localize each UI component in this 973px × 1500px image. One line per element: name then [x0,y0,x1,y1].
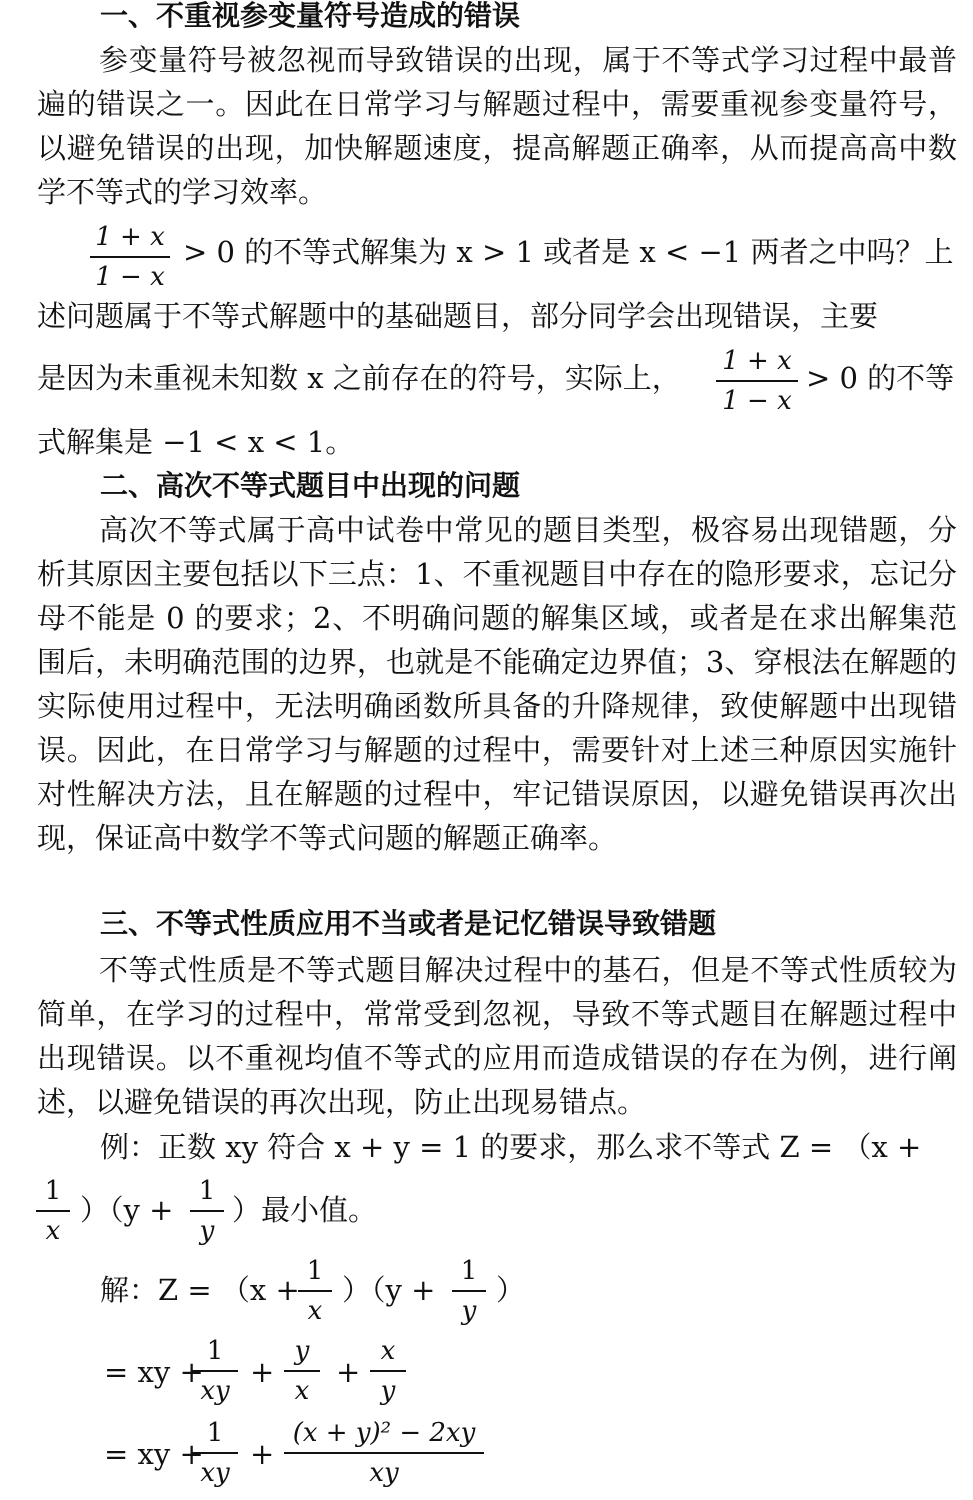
text-line: ） [496,1273,526,1307]
text-line: 述问题属于不等式解题中的基础题目，部分同学会出现错误，主要 [37,299,879,333]
plus-sign: + [250,1355,275,1389]
text-line: > 0 的不等 [806,361,955,395]
example-line: 例：正数 xy 符合 x + y = 1 的要求，那么求不等式 Z = （x + [100,1130,922,1164]
fraction-numerator: 1 + x [95,222,165,252]
text-line: 式解集是 −1 < x < 1。 [37,425,355,459]
fraction-1-over-y: 1 y [452,1258,486,1324]
plus-sign: + [336,1355,361,1389]
text-line: ）（y + [80,1193,174,1227]
fraction-1-over-x: 1 x [36,1178,70,1244]
fraction-1-over-x: 1 x [298,1258,332,1324]
fraction-x-over-y: x y [370,1338,406,1404]
text-line: ）（y + [342,1273,436,1307]
paragraph-2: 高次不等式属于高中试卷中常见的题目类型，极容易出现错题，分析其原因主要包括以下三点：1、不重视题目中存在的隐形要求，忘记分母不能是 0 的要求；2、不明确问题的解集区域，或者是在求出解集范围后，未明确范围的边界，也就是不能确定边界值；3、穿根法在解题的实际使用过程中，无法明确函数所具备的升降规律，致使解题中出现错误。因此，在日常学习与解题的过程中，需要针对上述三种原因实施针对性解决方法，且在解题的过程中，牢记错误原因，以避免错误再次出现，保证高中数学不等式问题的解题正确率。 [37,513,957,855]
fraction-y-over-x: y x [284,1338,320,1404]
text-line: 是因为未重视未知数 x 之前存在的符号，实际上， [37,361,681,395]
section-heading-1: 一、不重视参变量符号造成的错误 [100,0,521,32]
fraction-numerator: 1 + x [722,346,792,376]
paragraph-1: 参变量符号被忽视而导致错误的出现，属于不等式学习过程中最普遍的错误之一。因此在日常学习与解题过程中，需要重视参变量符号，以避免错误的出现，加快解题速度，提高解题正确率，从而提高高中数学不等式的学习效率。 [37,43,957,209]
fraction-1-over-xy: 1 xy [192,1420,238,1486]
text-line: > 0 的不等式解集为 x > 1 或者是 x < −1 两者之中吗？上 [183,235,954,269]
section-heading-2: 二、高次不等式题目中出现的问题 [100,469,521,502]
step-line-1: = xy + [104,1355,204,1389]
fraction-1 [90,224,170,290]
paragraph-3: 不等式性质是不等式题目解决过程中的基石，但是不等式性质较为简单，在学习的过程中，常常受到忽视，导致不等式题目在解题过程中出现错误。以不重视均值不等式的应用而造成错误的存在为例，进行阐述，以避免错误的再次出现，防止出现易错点。 [37,953,957,1119]
section-heading-3: 三、不等式性质应用不当或者是记忆错误导致错题 [100,907,717,940]
plus-sign: + [250,1437,275,1471]
text-line: ）最小值。 [232,1193,378,1227]
fraction-2 [716,348,798,414]
fraction-1-over-y: 1 y [190,1178,224,1244]
step-line-2: = xy + [104,1437,204,1471]
solution-line: 解：Z = （x + [100,1273,300,1307]
fraction-denominator: 1 − x [95,262,165,292]
fraction-denominator: 1 − x [722,386,792,416]
fraction-big: (x + y)² − 2xy xy [284,1420,484,1486]
fraction-1-over-xy: 1 xy [192,1338,238,1404]
